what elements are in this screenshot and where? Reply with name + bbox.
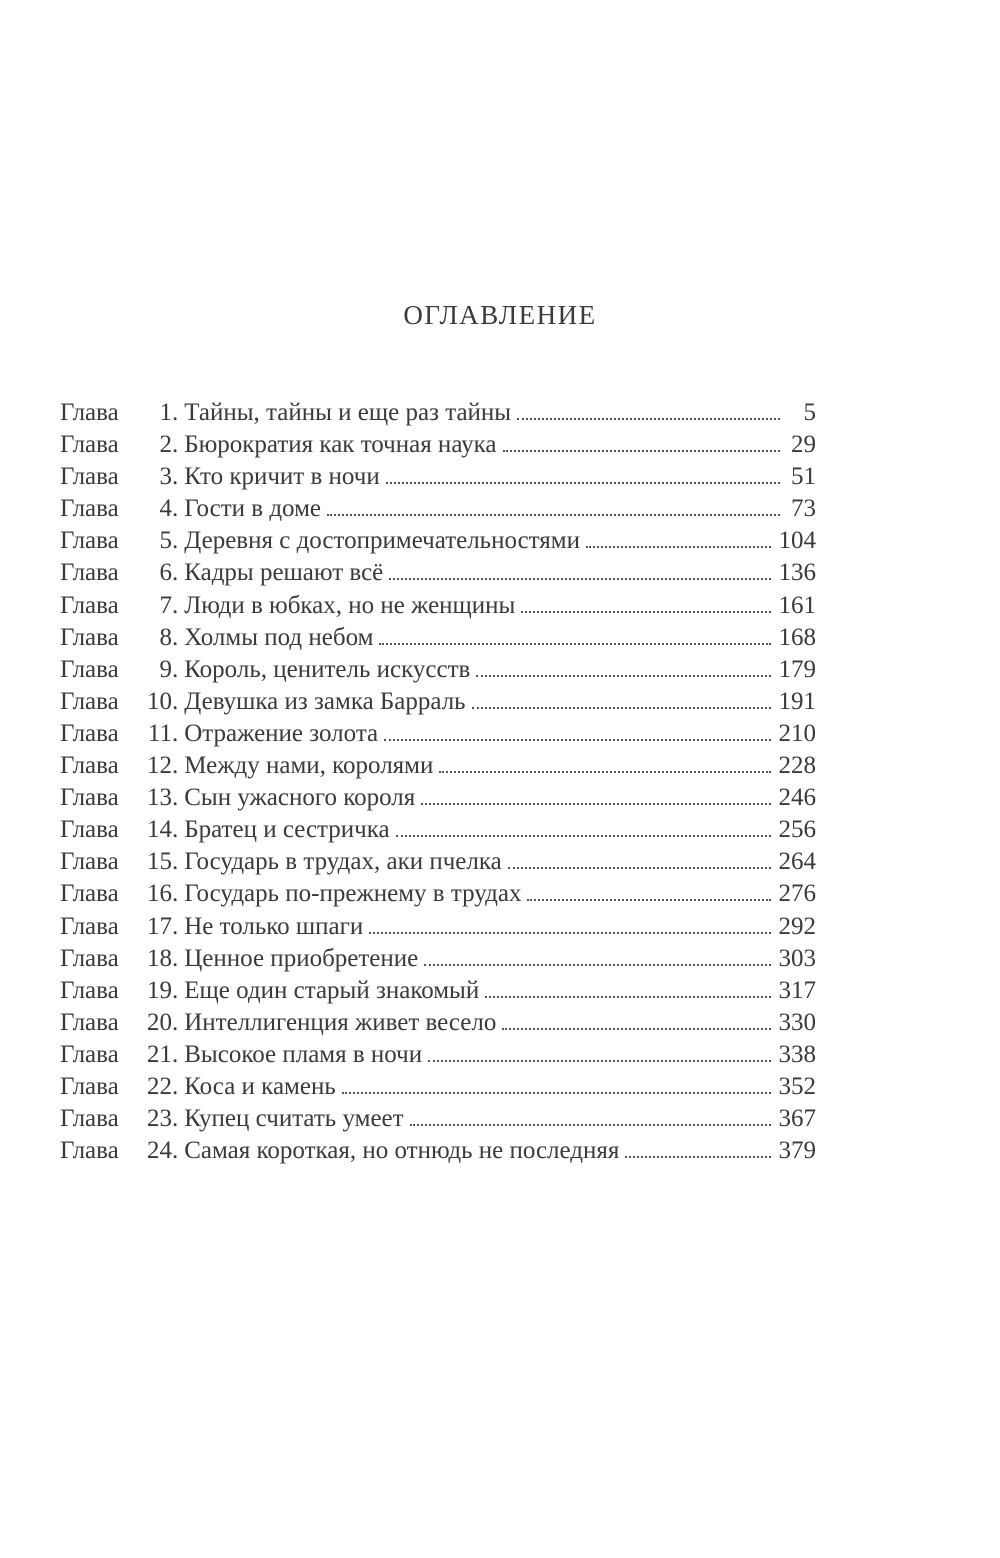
- page-number: 264: [778, 848, 816, 876]
- chapter-title: Государь в трудах, аки пчелка: [184, 848, 502, 876]
- chapter-number: 12: [147, 752, 172, 780]
- chapter-word: Глава: [60, 591, 119, 619]
- toc-entry: [60, 525, 816, 557]
- chapter-number-dot: .: [172, 687, 179, 715]
- page-number: 330: [778, 1008, 816, 1036]
- page-number: 161: [778, 591, 816, 619]
- chapter-word: Глава: [60, 719, 119, 747]
- chapter-word: Глава: [60, 495, 119, 523]
- dot-leader: [503, 432, 780, 452]
- dot-leader: [625, 1138, 770, 1158]
- page-number: 228: [778, 752, 816, 780]
- toc-entry: [60, 1039, 816, 1071]
- chapter-number-dot: .: [172, 976, 179, 1004]
- chapter-word: Глава: [60, 880, 119, 908]
- chapter-title: Государь по-прежнему в трудах: [184, 880, 522, 908]
- chapter-word: Глава: [60, 527, 119, 555]
- page-number: 352: [778, 1072, 816, 1100]
- dot-leader: [517, 400, 780, 420]
- chapter-number-dot: .: [172, 463, 179, 491]
- chapter-word: Глава: [60, 1008, 119, 1036]
- chapter-number-dot: .: [172, 1105, 179, 1133]
- chapter-number: 14: [147, 816, 172, 844]
- dot-leader: [384, 721, 770, 741]
- toc-entry: [60, 814, 816, 846]
- dot-leader: [476, 657, 770, 677]
- chapter-title: Холмы под небом: [184, 623, 374, 651]
- toc-entry: [60, 718, 816, 750]
- chapter-title: Купец считать умеет: [184, 1105, 404, 1133]
- dot-leader: [521, 593, 770, 613]
- chapter-number: 6: [159, 559, 172, 587]
- chapter-title: Бюрократия как точная наука: [184, 431, 497, 459]
- chapter-title: Интеллигенция живет весело: [184, 1008, 497, 1036]
- page-number: 303: [778, 944, 816, 972]
- dot-leader: [386, 464, 780, 484]
- chapter-title: Братец и сестричка: [184, 816, 390, 844]
- toc-entry: [60, 975, 816, 1007]
- toc-entry: [60, 622, 816, 654]
- chapter-number-dot: .: [172, 591, 179, 619]
- page-number: 292: [778, 912, 816, 940]
- chapter-title: Ценное приобретение: [184, 944, 419, 972]
- chapter-title: Король, ценитель искусств: [184, 655, 471, 683]
- toc-entry: [60, 493, 816, 525]
- dot-leader: [508, 849, 771, 869]
- toc-entry: [60, 557, 816, 589]
- toc-entry: [60, 590, 816, 622]
- toc-entry: [60, 397, 816, 429]
- chapter-number-dot: .: [172, 1040, 179, 1068]
- dot-leader: [586, 528, 771, 548]
- chapter-word: Глава: [60, 559, 119, 587]
- toc-entry: [60, 654, 816, 686]
- toc-entry: [60, 1135, 816, 1167]
- chapter-word: Глава: [60, 1137, 119, 1165]
- chapter-title: Отражение золота: [184, 719, 379, 747]
- chapter-number: 3: [159, 463, 172, 491]
- dot-leader: [502, 1010, 770, 1030]
- chapter-number-dot: .: [172, 623, 179, 651]
- chapter-title: Коса и камень: [184, 1072, 336, 1100]
- chapter-number-dot: .: [172, 559, 179, 587]
- chapter-number-dot: .: [172, 912, 179, 940]
- dot-leader: [485, 978, 770, 998]
- chapter-word: Глава: [60, 816, 119, 844]
- chapter-number: 5: [159, 527, 172, 555]
- page-number: 51: [791, 463, 816, 491]
- chapter-title: Кто кричит в ночи: [184, 463, 380, 491]
- chapter-number: 2: [159, 431, 172, 459]
- dot-leader: [424, 946, 770, 966]
- chapter-title: Самая короткая, но отнюдь не последняя: [184, 1137, 620, 1165]
- chapter-number: 4: [159, 495, 172, 523]
- page-number: 29: [791, 431, 816, 459]
- chapter-number-dot: .: [172, 1072, 179, 1100]
- toc-entry: [60, 461, 816, 493]
- toc-entry: [60, 1071, 816, 1103]
- chapter-word: Глава: [60, 1072, 119, 1100]
- chapter-number: 9: [159, 655, 172, 683]
- page-number: 168: [778, 623, 816, 651]
- chapter-word: Глава: [60, 623, 119, 651]
- chapter-title: Гости в доме: [184, 495, 321, 523]
- chapter-title: Еще один старый знакомый: [184, 976, 480, 1004]
- toc-entry: [60, 911, 816, 943]
- chapter-number-dot: .: [172, 495, 179, 523]
- page-number: 136: [778, 559, 816, 587]
- chapter-title: Не только шпаги: [184, 912, 364, 940]
- chapter-number: 11: [147, 719, 172, 747]
- chapter-number: 23: [147, 1105, 172, 1133]
- toc-entry: [60, 429, 816, 461]
- dot-leader: [396, 817, 771, 837]
- chapter-number: 17: [147, 912, 172, 940]
- toc-entry: [60, 878, 816, 910]
- chapter-number-dot: .: [172, 880, 179, 908]
- toc-entry: [60, 1103, 816, 1135]
- page-number: 317: [778, 976, 816, 1004]
- chapter-number: 8: [159, 623, 172, 651]
- chapter-word: Глава: [60, 431, 119, 459]
- chapter-title: Люди в юбках, но не женщины: [184, 591, 516, 619]
- toc-entry: [60, 782, 816, 814]
- chapter-number-dot: .: [172, 1008, 179, 1036]
- page-number: 104: [778, 527, 816, 555]
- page-title: ОГЛАВЛЕНИЕ: [403, 300, 597, 330]
- chapter-number-dot: .: [172, 848, 179, 876]
- chapter-number: 19: [147, 976, 172, 1004]
- chapter-number-dot: .: [172, 399, 179, 426]
- toc-entry: [60, 943, 816, 975]
- chapter-number-dot: .: [172, 719, 179, 747]
- toc-entry: [60, 750, 816, 782]
- chapter-number-dot: .: [172, 655, 179, 683]
- chapter-number: 7: [159, 591, 172, 619]
- chapter-word: Глава: [60, 976, 119, 1004]
- chapter-title: Между нами, королями: [184, 752, 434, 780]
- chapter-number-dot: .: [172, 944, 179, 972]
- chapter-number: 21: [147, 1040, 172, 1068]
- chapter-number: 18: [147, 944, 172, 972]
- page-number: 210: [778, 719, 816, 747]
- chapter-number-dot: .: [172, 784, 179, 812]
- chapter-number-dot: .: [172, 1137, 179, 1165]
- chapter-word: Глава: [60, 944, 119, 972]
- dot-leader: [439, 753, 770, 773]
- chapter-number-dot: .: [172, 527, 179, 555]
- page-number: 191: [778, 687, 816, 715]
- dot-leader: [410, 1106, 771, 1126]
- page-number: 179: [778, 655, 816, 683]
- chapter-word: Глава: [60, 463, 119, 491]
- chapter-title: Сын ужасного короля: [184, 784, 416, 812]
- chapter-title: Девушка из замка Барраль: [184, 687, 466, 715]
- page-number: 367: [778, 1105, 816, 1133]
- page-number: 276: [778, 880, 816, 908]
- chapter-word: Глава: [60, 1105, 119, 1133]
- chapter-number: 22: [147, 1072, 172, 1100]
- chapter-number-dot: .: [172, 431, 179, 459]
- chapter-number: 16: [147, 880, 172, 908]
- toc-entry: [60, 686, 816, 718]
- chapter-word: Глава: [60, 1040, 119, 1068]
- chapter-number-dot: .: [172, 816, 179, 844]
- chapter-word: Глава: [60, 687, 119, 715]
- toc-entry: [60, 846, 816, 878]
- table-of-contents: [60, 397, 816, 1167]
- page-number: 338: [778, 1040, 816, 1068]
- chapter-word: Глава: [60, 784, 119, 812]
- chapter-word: Глава: [60, 399, 119, 426]
- page-number: 73: [791, 495, 816, 523]
- chapter-title: Тайны, тайны и еще раз тайны: [184, 399, 512, 426]
- page-number: 256: [778, 816, 816, 844]
- page-number: 246: [778, 784, 816, 812]
- chapter-title: Кадры решают всё: [184, 559, 384, 587]
- chapter-number: 24: [147, 1137, 172, 1165]
- chapter-title: Деревня с достопримечательностями: [184, 527, 580, 555]
- dot-leader: [327, 496, 780, 516]
- dot-leader: [421, 785, 770, 805]
- dot-leader: [369, 914, 770, 934]
- chapter-number-dot: .: [172, 752, 179, 780]
- chapter-number: 20: [147, 1008, 172, 1036]
- dot-leader: [527, 881, 770, 901]
- dot-leader: [342, 1074, 771, 1094]
- chapter-number: 10: [147, 687, 172, 715]
- page-number: 5: [803, 399, 816, 426]
- dot-leader: [379, 625, 770, 645]
- toc-entry: [60, 1007, 816, 1039]
- chapter-title: Высокое пламя в ночи: [184, 1040, 423, 1068]
- dot-leader: [389, 560, 770, 580]
- chapter-word: Глава: [60, 752, 119, 780]
- dot-leader: [428, 1042, 770, 1062]
- chapter-word: Глава: [60, 655, 119, 683]
- chapter-word: Глава: [60, 912, 119, 940]
- chapter-word: Глава: [60, 848, 119, 876]
- chapter-number: 13: [147, 784, 172, 812]
- page-number: 379: [778, 1137, 816, 1165]
- dot-leader: [472, 689, 771, 709]
- chapter-number: 15: [147, 848, 172, 876]
- chapter-number: 1: [159, 399, 172, 426]
